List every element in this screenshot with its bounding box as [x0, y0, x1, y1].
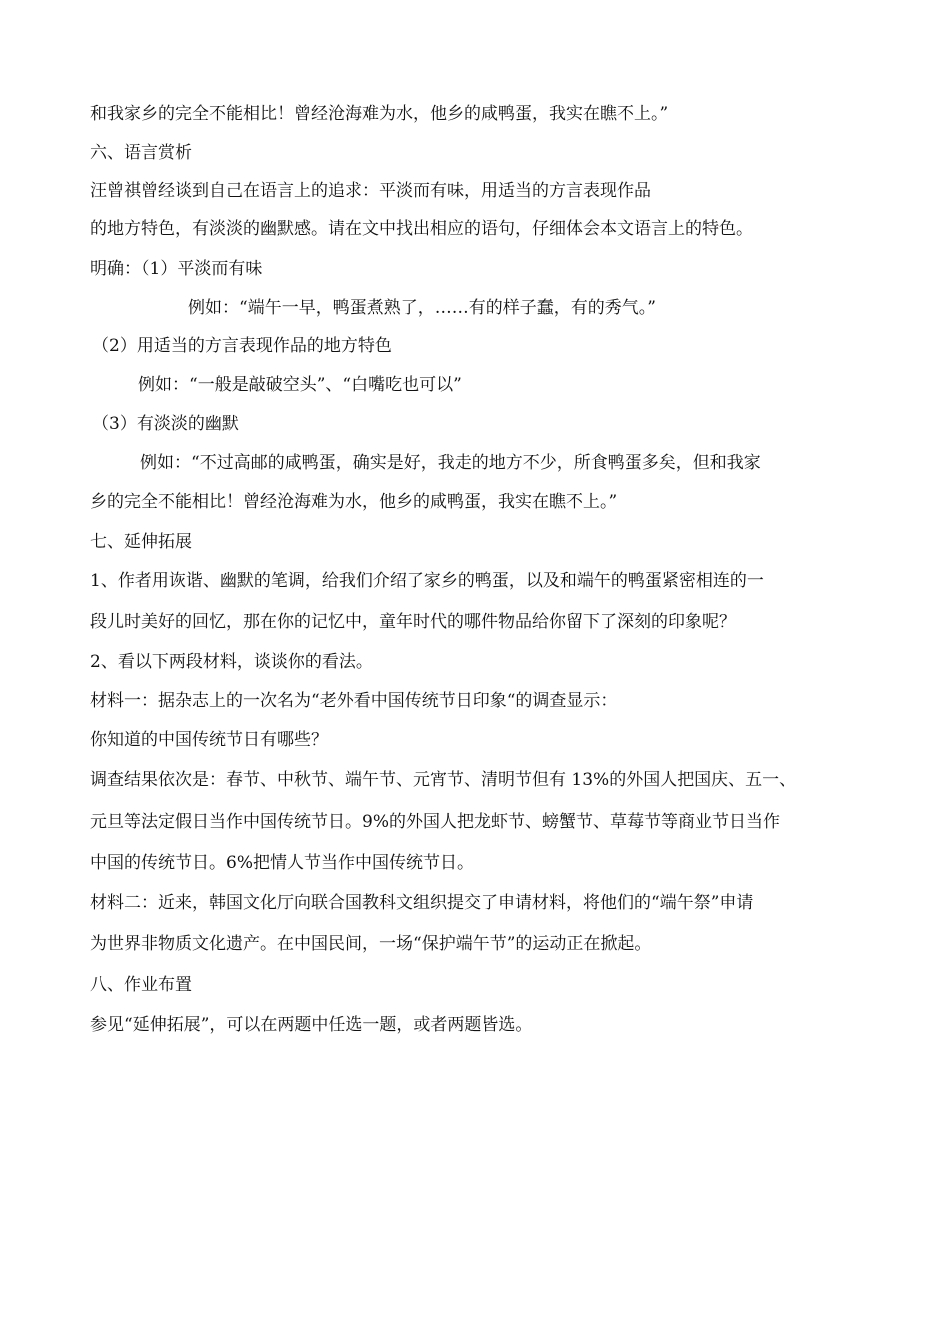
- section-heading: 六、语言赏析: [90, 143, 192, 163]
- text-line: 和我家乡的完全不能相比！曾经沧海难为水，他乡的咸鸭蛋，我实在瞧不上。”: [90, 104, 669, 124]
- text-line: 乡的完全不能相比！曾经沧海难为水，他乡的咸鸭蛋，我实在瞧不上。”: [90, 492, 618, 512]
- text-line: 的地方特色，有淡淡的幽默感。请在文中找出相应的语句，仔细体会本文语言上的特色。: [90, 219, 753, 239]
- text-line: 调查结果依次是：春节、中秋节、端午节、元宵节、清明节但有 13%的外国人把国庆、五一、: [90, 770, 797, 790]
- text-line: 元旦等法定假日当作中国传统节日。9%的外国人把龙虾节、螃蟹节、草莓节等商业节日当作: [90, 812, 780, 832]
- text-line: 段儿时美好的回忆，那在你的记忆中，童年时代的哪件物品给你留下了深刻的印象呢？: [90, 612, 736, 632]
- text-line: 明确：（1）平淡而有味: [90, 259, 263, 279]
- example-line: 例如：“不过高邮的咸鸭蛋，确实是好，我走的地方不少，所食鸭蛋多矣，但和我家: [140, 453, 761, 473]
- text-line: 2、看以下两段材料，谈谈你的看法。: [90, 652, 373, 672]
- text-line: 汪曾祺曾经谈到自己在语言上的追求：平淡而有味，用适当的方言表现作品: [90, 181, 651, 201]
- section-heading: 八、作业布置: [90, 975, 192, 995]
- text-line: 你知道的中国传统节日有哪些？: [90, 730, 328, 750]
- text-line: 材料二：近来，韩国文化厅向联合国教科文组织提交了申请材料，将他们的“端午祭”申请: [90, 893, 754, 913]
- text-line: 为世界非物质文化遗产。在中国民间，一场“保护端午节”的运动正在掀起。: [90, 934, 652, 954]
- text-line: 1、作者用诙谐、幽默的笔调，给我们介绍了家乡的鸭蛋，以及和端午的鸭蛋紧密相连的一: [90, 571, 764, 591]
- section-heading: 七、延伸拓展: [90, 532, 192, 552]
- example-line: 例如：“一般是敲破空头”、“白嘴吃也可以”: [138, 375, 462, 395]
- text-line: 中国的传统节日。6%把情人节当作中国传统节日。: [90, 853, 474, 873]
- text-line: （2）用适当的方言表现作品的地方特色: [92, 336, 392, 356]
- example-line: 例如：“端午一早，鸭蛋煮熟了，……有的样子蠢，有的秀气。”: [188, 298, 656, 318]
- text-line: 参见“延伸拓展”，可以在两题中任选一题，或者两题皆选。: [90, 1015, 533, 1035]
- text-line: （3）有淡淡的幽默: [92, 414, 239, 434]
- text-line: 材料一：据杂志上的一次名为“老外看中国传统节日印象“的调查显示：: [90, 691, 618, 711]
